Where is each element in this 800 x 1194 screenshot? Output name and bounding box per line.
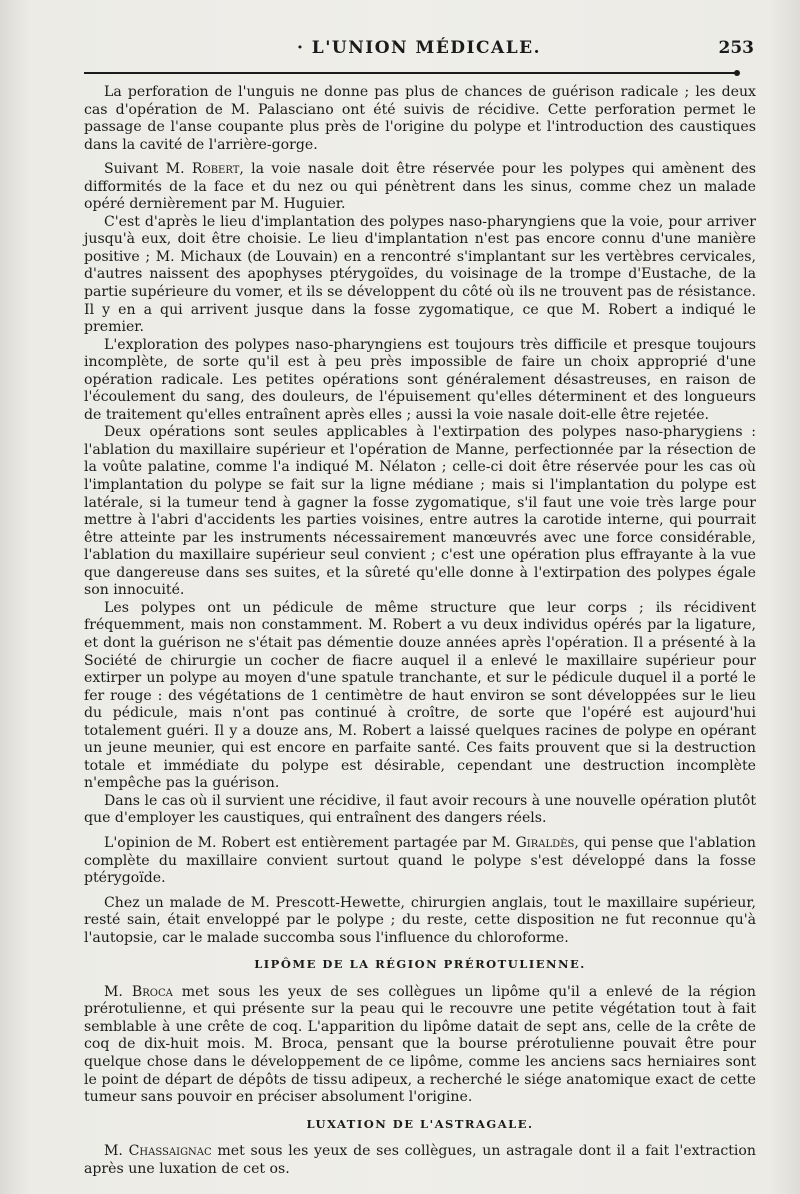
author-name: Robert [191,161,240,178]
page-header [84,38,754,62]
paragraph: La perforation de l'unguis ne donne pas plus de chances de guérison radicale ; les deux cas d'opération de M. Palasciano ont été suivis de récidive. Cette perforation permet le passage de l'anse coupante plus près de l'origine du polype et l'introduction des caustiques dans la cavité de l'arrière-gorge. [84,84,756,153]
running-title: · L'UNION MÉDICALE. [296,38,542,58]
page-number: 253 [718,38,754,58]
author-name: Chassaignac [128,1143,212,1160]
paragraph: Les polypes ont un pédicule de même structure que leur corps ; ils récidivent fréquemment, mais non constamment. M. Robert a vu deux individus opérés par la ligature, et dont la guérison ne s'était pas démentie douze années après l'opération. Il a présenté à la Société de chirurgie un cocher de fiacre auquel il a enlevé le maxillaire supérieur pour extirper un polype au moyen d'une spatule tranchante, et sur le pédicule duquel il a porté le fer rouge : des végétations de 1 centimètre de haut environ se sont développées sur le lieu du pédicule, mais n'ont pas continué à croître, de sorte que l'opéré est aujourd'hui totalement guéri. Il y a douze ans, M. Robert a laissé quelques racines de polype en opérant un jeune meunier, qui est encore en parfaite santé. Ces faits prouvent que si la destruction totale et immédiate du polype est désirable, cependant une destruction incomplète n'empêche pas la guérison. [84,599,756,792]
paragraph: L'exploration des polypes naso-pharyngiens est toujours très difficile et presque toujours incomplète, de sorte qu'il est à peu près impossible de faire un choix approprié d'une opération radicale. Les petites opérations sont généralement désastreuses, en raison de l'écoulement du sang, des douleurs, de l'épuisement qu'elles déterminent et des longueurs de traitement qu'elles entraînent après elles ; aussi la voie nasale doit-elle être rejetée. [84,336,756,423]
paragraph: M. Chassaignac met sous les yeux de ses collègues, un astragale dont il a fait l'extraction après une luxation de cet os. [84,1143,756,1177]
header-rule [84,72,736,74]
paragraph: Chez un malade de M. Prescott-Hewette, chirurgien anglais, tout le maxillaire supérieur, resté sain, était enveloppé par le polype ; du reste, cette disposition ne fut reconnue qu'à l'autopsie, car le malade succomba sous l'influence du chloroforme. [84,894,756,946]
paragraph: C'est d'après le lieu d'implantation des polypes naso-pharyngiens que la voie, pour arriver jusqu'à eux, doit être choisie. Le lieu d'implantation n'est pas encore connu d'une manière positive ; M. Michaux (de Louvain) en a rencontré s'implantant sur les vertèbres cervicales, d'autres naissent des apophyses ptérygoïdes, du voisinage de la trompe d'Eustache, de la partie supérieure du vomer, et ils se développent du côté où ils ne trouvent pas de résistance. Il y en a qui arrivent jusque dans la fosse zygomatique, ce que M. Robert a indiqué le premier. [84,213,756,336]
article-body [84,84,756,1178]
paragraph: L'opinion de M. Robert est entièrement partagée par M. Giraldès, qui pense que l'ablation complète du maxillaire convient surtout quand le polype s'est développé dans la fosse ptérygoïde. [84,834,756,887]
section-heading-luxation: LUXATION DE L'ASTRAGALE. [306,1116,534,1131]
paragraph: Suivant M. Robert, la voie nasale doit être réservée pour les polypes qui amènent des difformités de la face et du nez ou qui pénètrent dans les sinus, comme chez un malade opéré dernièrement par M. Huguier. [84,161,756,213]
paragraph: Dans le cas où il survient une récidive, il faut avoir recours à une nouvelle opération plutôt que d'employer les caustiques, qui entraînent des dangers réels. [84,792,756,827]
paragraph: Deux opérations sont seules applicables à l'extirpation des polypes naso-pharygiens : l'ablation du maxillaire supérieur et l'opération de Manne, perfectionnée par la résection de la voûte palatine, comme l'a indiqué M. Nélaton ; celle-ci doit être réservée pour les cas où l'implantation du polype se fait sur la ligne médiane ; mais si l'implantation du polype est latérale, si la tumeur tend à gagner la fosse zygomatique, s'il faut une voie très large pour mettre à l'abri d'accidents les parties voisines, entre autres la carotide interne, qui pourrait être atteinte par les instruments nécessairement manœuvrés avec une force considérable, l'ablation du maxillaire supérieur seul convient ; c'est une opération plus effrayante à la vue que dangereuse dans ses suites, et la sûreté qu'elle donne à l'extirpation des polypes égale son innocuité. [84,424,756,599]
section-heading-lipome: LIPÔME DE LA RÉGION PRÉROTULIENNE. [254,957,586,972]
paragraph: M. Broca met sous les yeux de ses collègues un lipôme qu'il a enlevé de la région prérotulienne, et qui présente sur la peau qui le recouvre une petite végétation tout à fait semblable à une crête de coq. L'apparition du lipôme datait de sept ans, celle de la crête de coq de dix-huit mois. M. Broca, pensant que la bourse prérotulienne pouvait être pour quelque chose dans le développement de ce lipôme, comme les anciens sacs herniaires sont le point de départ de dépôts de tissu adipeux, a recherché le siége anatomique exact de cette tumeur sans pouvoir en préciser absolument l'origine. [84,983,756,1106]
author-name: Giraldès [515,834,575,851]
author-name: Broca [131,983,173,1000]
